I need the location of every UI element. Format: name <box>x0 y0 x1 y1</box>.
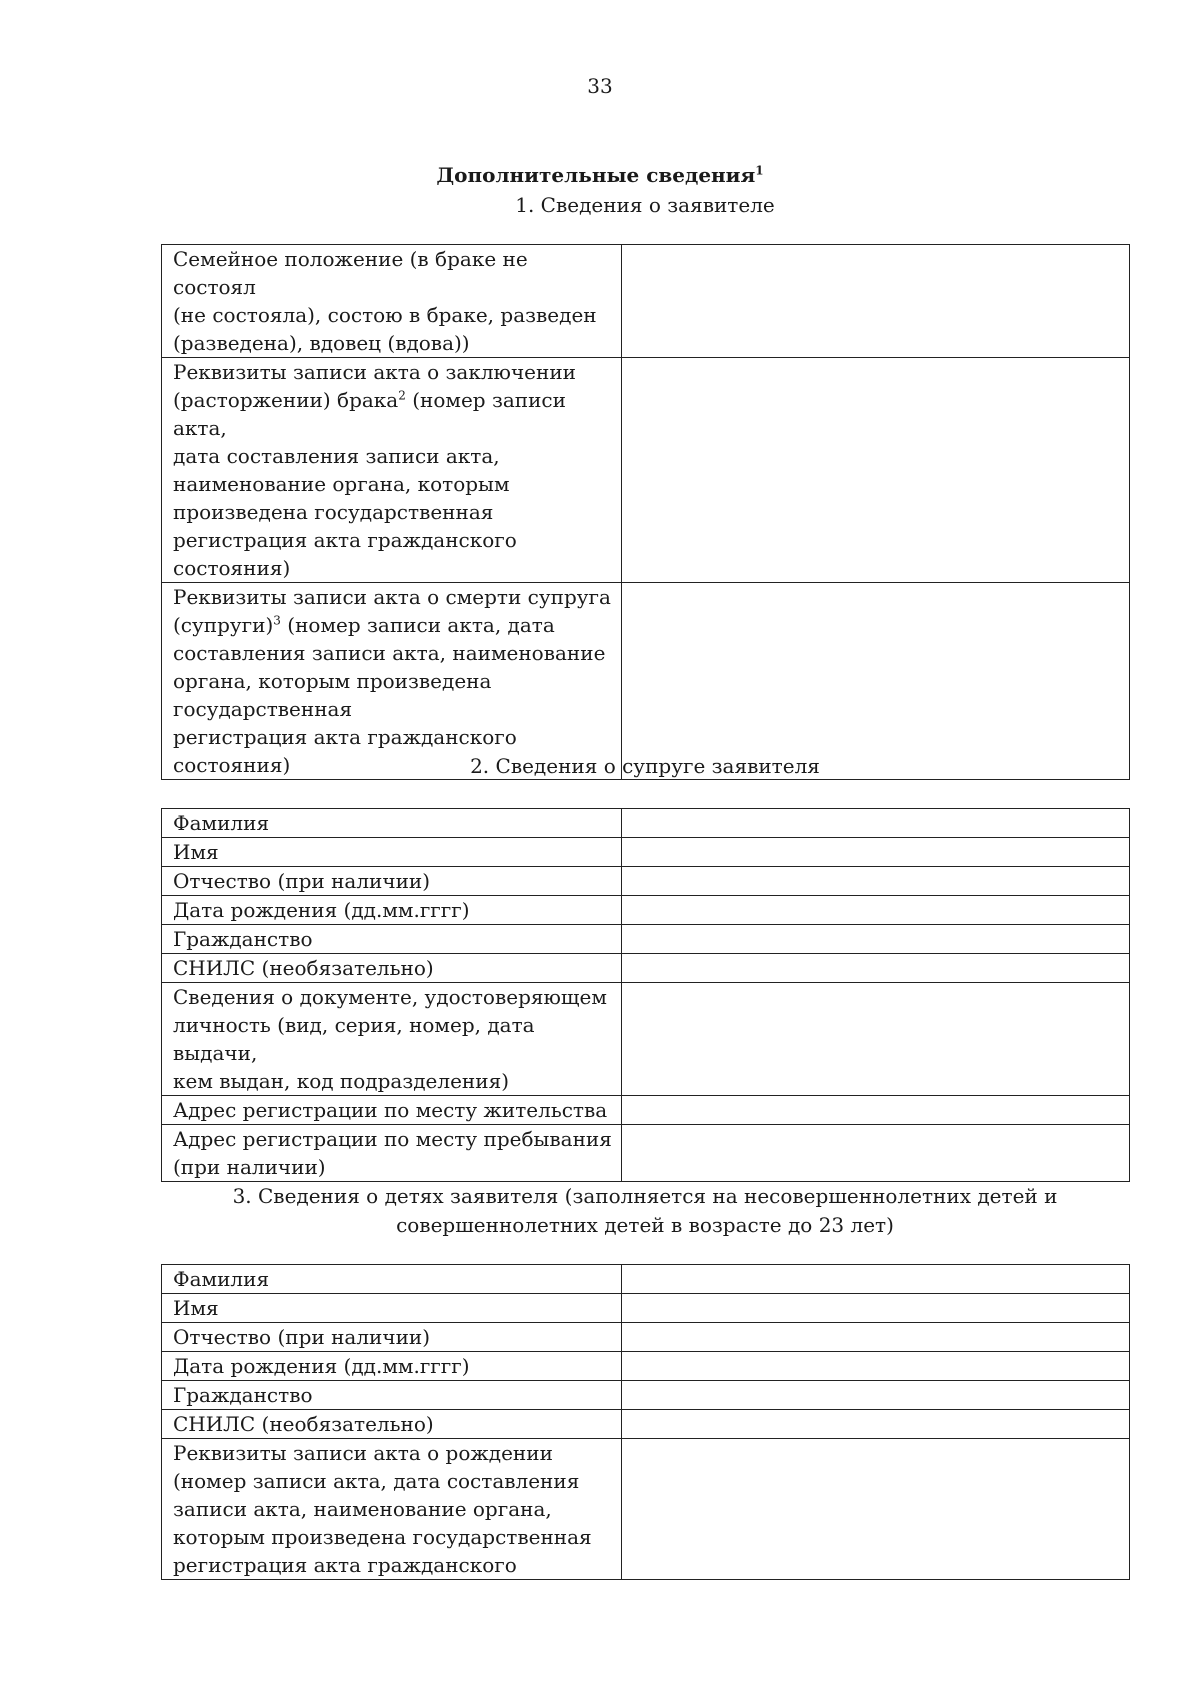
document-title <box>0 163 1200 187</box>
child-name-label: Имя <box>162 1294 622 1323</box>
spouse-id-document-label: Сведения о документе, удостоверяющем личность (вид, серия, номер, дата выдачи, кем выдан, код подразделения) <box>162 983 622 1096</box>
spouse-patronymic-label: Отчество (при наличии) <box>162 867 622 896</box>
page-number: 33 <box>587 74 613 98</box>
spouse-death-record-label: Реквизиты записи акта о смерти супруга (супруги)$^3$ (номер записи акта, дата составления записи акта, наименование органа, которым произведена государственная регистрация акта гражданского состояния) <box>162 583 622 780</box>
child-citizenship-field[interactable] <box>622 1381 1130 1410</box>
table-row <box>162 1410 1130 1439</box>
child-citizenship-label: Гражданство <box>162 1381 622 1410</box>
child-birthdate-label: Дата рождения (дд.мм.гггг) <box>162 1352 622 1381</box>
table-row <box>162 983 1130 1096</box>
spouse-id-document-field[interactable] <box>622 983 1130 1096</box>
marriage-record-label: Реквизиты записи акта о заключении (расторжении) брака$^2$ (номер записи акта, дата составления записи акта, наименование органа, которым произведена государственная регистрация акта гражданского состояния) <box>162 358 622 583</box>
footnote-ref: 2 <box>398 388 406 403</box>
table-row <box>162 1096 1130 1125</box>
footnote-ref: 3 <box>273 613 281 628</box>
section3-title <box>160 1182 1130 1240</box>
child-surname-label: Фамилия <box>162 1265 622 1294</box>
spouse-surname-label: Фамилия <box>162 809 622 838</box>
table-row <box>162 1323 1130 1352</box>
table-row <box>162 954 1130 983</box>
table-row <box>162 1439 1130 1580</box>
spouse-surname-field[interactable] <box>622 809 1130 838</box>
spouse-snils-label: СНИЛС (необязательно) <box>162 954 622 983</box>
table-row <box>162 1294 1130 1323</box>
section3-title-line1: 3. Сведения о детях заявителя (заполняется на несовершеннолетних детей и <box>232 1184 1058 1208</box>
child-birth-record-label: Реквизиты записи акта о рождении (номер записи акта, дата составления записи акта, наименование органа, которым произведена государственная регистрация акта гражданского <box>162 1439 622 1580</box>
table-row <box>162 925 1130 954</box>
child-birthdate-field[interactable] <box>622 1352 1130 1381</box>
table-row <box>162 867 1130 896</box>
marital-status-field[interactable] <box>622 245 1130 358</box>
table-row <box>162 896 1130 925</box>
child-snils-field[interactable] <box>622 1410 1130 1439</box>
table-row <box>162 1352 1130 1381</box>
spouse-name-label: Имя <box>162 838 622 867</box>
child-surname-field[interactable] <box>622 1265 1130 1294</box>
child-snils-label: СНИЛС (необязательно) <box>162 1410 622 1439</box>
marital-status-label: Семейное положение (в браке не состоял (не состояла), состою в браке, разведен (разведена), вдовец (вдова)) <box>162 245 622 358</box>
table-row <box>162 245 1130 358</box>
spouse-stay-address-field[interactable] <box>622 1125 1130 1182</box>
spouse-citizenship-label: Гражданство <box>162 925 622 954</box>
spouse-snils-field[interactable] <box>622 954 1130 983</box>
child-birth-record-field[interactable] <box>622 1439 1130 1580</box>
section1-title: 1. Сведения о заявителе <box>515 193 775 217</box>
spouse-birthdate-field[interactable] <box>622 896 1130 925</box>
spouse-birthdate-label: Дата рождения (дд.мм.гггг) <box>162 896 622 925</box>
marriage-record-field[interactable] <box>622 358 1130 583</box>
table-row <box>162 809 1130 838</box>
spouse-residence-address-field[interactable] <box>622 1096 1130 1125</box>
applicant-info-table <box>161 244 1130 780</box>
spouse-citizenship-field[interactable] <box>622 925 1130 954</box>
children-info-table <box>161 1264 1130 1580</box>
document-title-text: Дополнительные сведения <box>436 163 756 187</box>
table-row <box>162 358 1130 583</box>
table-row <box>162 583 1130 780</box>
section2-title: 2. Сведения о супруге заявителя <box>470 754 820 778</box>
title-footnote-ref: 1 <box>755 163 764 178</box>
spouse-death-record-field[interactable] <box>622 583 1130 780</box>
spouse-info-table <box>161 808 1130 1182</box>
spouse-name-field[interactable] <box>622 838 1130 867</box>
table-row <box>162 1381 1130 1410</box>
spouse-patronymic-field[interactable] <box>622 867 1130 896</box>
child-name-field[interactable] <box>622 1294 1130 1323</box>
section3-title-line2: совершеннолетних детей в возрасте до 23 лет) <box>396 1213 894 1237</box>
table-row <box>162 1125 1130 1182</box>
spouse-residence-address-label: Адрес регистрации по месту жительства <box>162 1096 622 1125</box>
child-patronymic-label: Отчество (при наличии) <box>162 1323 622 1352</box>
table-row <box>162 838 1130 867</box>
spouse-stay-address-label: Адрес регистрации по месту пребывания (при наличии) <box>162 1125 622 1182</box>
child-patronymic-field[interactable] <box>622 1323 1130 1352</box>
table-row <box>162 1265 1130 1294</box>
